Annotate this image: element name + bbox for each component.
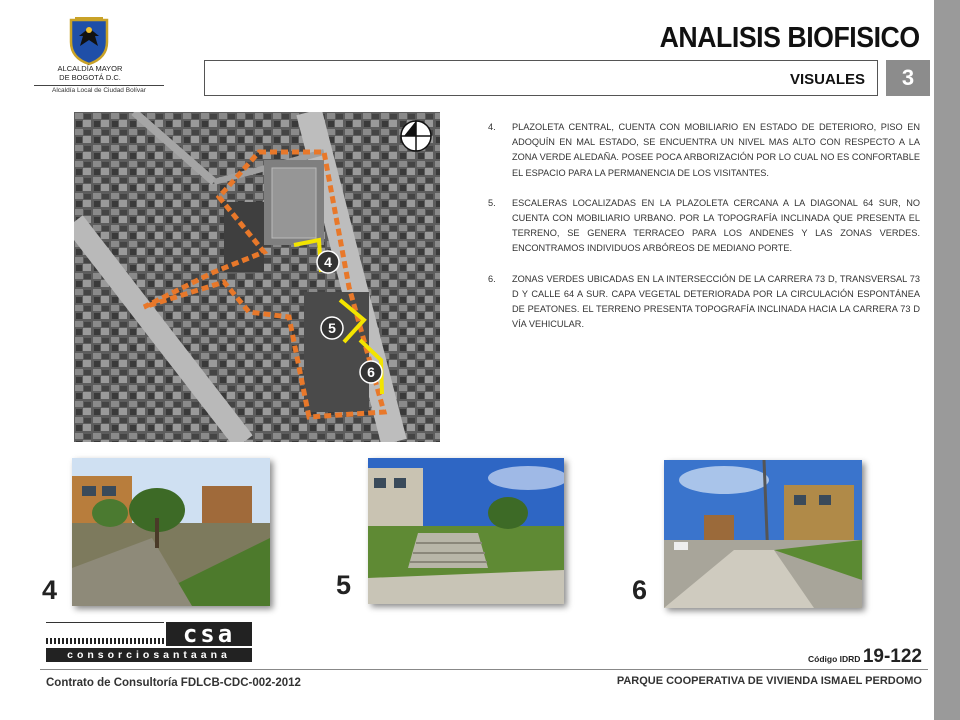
note-item [488,272,920,333]
note-number: 5. [488,197,496,208]
project-name: PARQUE COOPERATIVA DE VIVIENDA ISMAEL PERDOMO [616,675,922,687]
section-box [204,60,878,96]
photo-number-5: 5 [336,570,352,600]
note-number: 6. [488,273,496,284]
note-text: ZONAS VERDES UBICADAS EN LA INTERSECCIÓN DE LA CARRERA 73 D, TRANSVERSAL 73 D Y CALLE 64 A SUR. CAPA VEGETAL DETERIORADA POR LA CIRCULACIÓN ESPONTÁNEA DE PEATONES. EL TERRENO PRESENTA TOPOGRAFÍA INCLINADA HACIA LA CARRERA 73 D VÍA VEHICULAR. [512,273,920,330]
logo-strip: consorciosantaana [46,648,252,662]
svg-text:5: 5 [328,320,336,336]
aerial-map [74,112,440,442]
section-number: 3 [886,60,930,96]
svg-text:6: 6 [367,364,375,380]
logo-dots [46,638,164,644]
photo-4 [72,458,270,606]
idrd-code [808,646,922,668]
code-value: 19-122 [862,646,922,667]
logo-rule [46,622,164,623]
agency-line-1: ALCALDÍA MAYOR [57,64,123,73]
svg-text:4: 4 [324,254,332,270]
note-item [488,196,920,257]
page-title: ANALISIS BIOFISICO [659,22,920,54]
side-bar [934,0,960,720]
csa-logo: csa [166,622,252,646]
locality-name: Alcaldía Local de Ciudad Bolívar [34,85,164,94]
map-marker-5 [321,317,343,339]
photo-6 [664,460,862,608]
notes-list [488,120,920,347]
photo-number-4: 4 [42,575,58,605]
code-label: Código IDRD [808,654,861,664]
agency-name [40,64,140,82]
footer-rule [40,669,928,670]
agency-line-2: DE BOGOTÁ D.C. [59,73,121,82]
section-label: VISUALES [789,71,865,88]
map-marker-4 [317,251,339,273]
photo-5 [368,458,564,604]
note-item [488,120,920,181]
photo-number-6: 6 [632,575,648,605]
map-marker-6 [360,361,382,383]
note-text: ESCALERAS LOCALIZADAS EN LA PLAZOLETA CERCANA A LA DIAGONAL 64 SUR, NO CUENTA CON MOBILIARIO URBANO. POR LA TOPOGRAFÍA INCLINADA QUE PRESENTA EL TERRENO, SE GENERA TERRACEO PARA LOS ANDENES Y LAS ZONAS VERDES. ENCONTRAMOS INDIVIDUOS ARBÓREOS DE MEDIANO PORTE. [512,197,920,254]
note-number: 4. [488,122,496,132]
note-text: PLAZOLETA CENTRAL, CUENTA CON MOBILIARIO EN ESTADO DE DETERIORO, PISO EN ADOQUÍN EN MAL ESTADO, SE ENCUENTRA UN NIVEL MAS ALTO CON RESPECTO A LA ZONA VERDE ALEDAÑA. POSEE POCA ARBORIZACIÓN POR LO CUAL NO ES CONFORTABLE EL ESPACIO PARA LA PERMANENCIA DE LOS VISITANTES. [512,122,920,178]
north-arrow-icon [401,121,431,151]
bogota-crest-logo [67,16,111,66]
contract-text: Contrato de Consultoría FDLCB-CDC-002-2012 [46,677,301,689]
